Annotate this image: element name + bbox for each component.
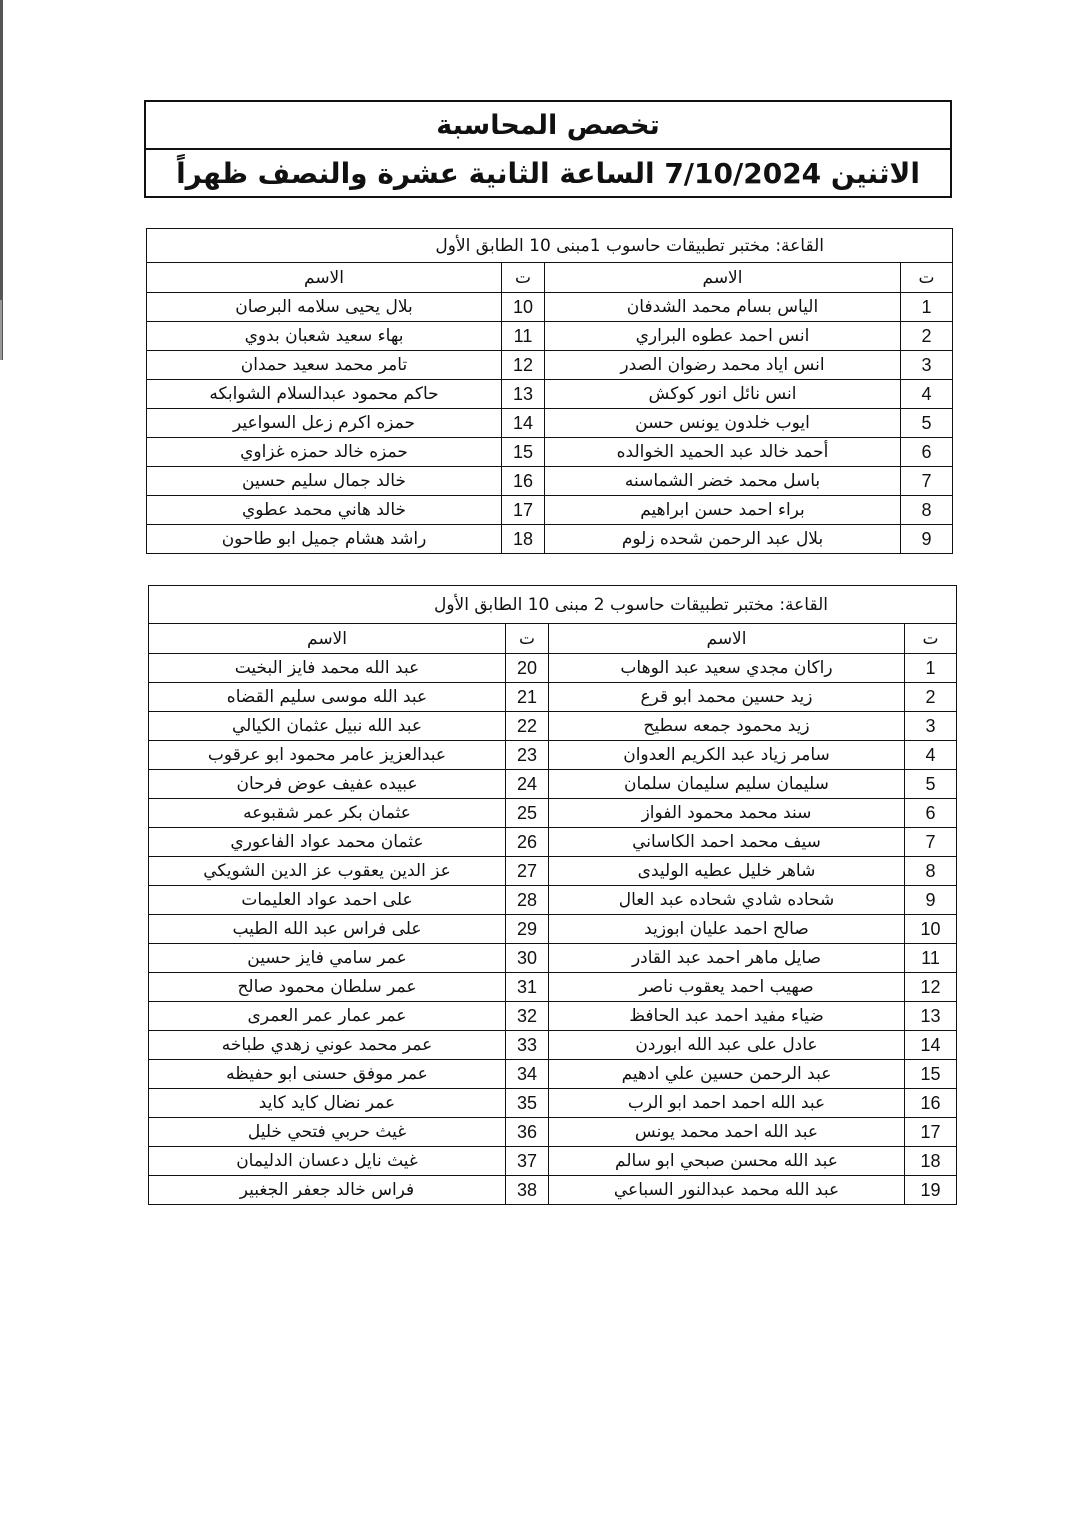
student-name: صهيب احمد يعقوب ناصر [549, 973, 905, 1002]
row-number: 9 [905, 886, 957, 915]
student-name: غيث حربي فتحي خليل [149, 1118, 506, 1147]
table-row [149, 828, 957, 857]
student-name: عبد الله موسى سليم القضاه [149, 683, 506, 712]
student-name: عثمان بكر عمر شقبوعه [149, 799, 506, 828]
table-row [149, 654, 957, 683]
student-name: براء احمد حسن ابراهيم [545, 496, 901, 525]
row-number: 3 [905, 712, 957, 741]
column-header-number: ت [506, 624, 549, 654]
table-header-row [147, 263, 953, 293]
student-name: على فراس عبد الله الطيب [149, 915, 506, 944]
student-name: باسل محمد خضر الشماسنه [545, 467, 901, 496]
table-row [147, 467, 953, 496]
row-number: 34 [506, 1060, 549, 1089]
row-number: 35 [506, 1089, 549, 1118]
student-name: حمزه خالد حمزه غزاوي [147, 438, 502, 467]
row-number: 32 [506, 1002, 549, 1031]
row-number: 38 [506, 1176, 549, 1205]
table-row [149, 1147, 957, 1176]
student-name: عمر موفق حسنى ابو حفيظه [149, 1060, 506, 1089]
student-name: عبد الله محمد عبدالنور السباعي [549, 1176, 905, 1205]
document-title: تخصص المحاسبة [146, 102, 950, 150]
row-number: 21 [506, 683, 549, 712]
table-row [149, 683, 957, 712]
table-row [149, 1031, 957, 1060]
table-row [147, 409, 953, 438]
table-row [149, 1118, 957, 1147]
column-header-name: الاسم [545, 263, 901, 293]
room-title: القاعة: مختبر تطبيقات حاسوب 1مبنى 10 الطابق الأول [147, 229, 953, 263]
student-name: خالد جمال سليم حسين [147, 467, 502, 496]
table-row [149, 886, 957, 915]
student-name: أحمد خالد عبد الحميد الخوالده [545, 438, 901, 467]
student-name: فراس خالد جعفر الجغبير [149, 1176, 506, 1205]
table-row [149, 915, 957, 944]
column-header-number: ت [905, 624, 957, 654]
row-number: 1 [905, 654, 957, 683]
student-name: زيد حسين محمد ابو قرع [549, 683, 905, 712]
student-name: سيف محمد احمد الكاساني [549, 828, 905, 857]
table-row [147, 293, 953, 322]
student-name: الياس بسام محمد الشدفان [545, 293, 901, 322]
student-name: صايل ماهر احمد عبد القادر [549, 944, 905, 973]
student-name: غيث نايل دعسان الدليمان [149, 1147, 506, 1176]
student-name: صالح احمد عليان ابوزيد [549, 915, 905, 944]
row-number: 29 [506, 915, 549, 944]
row-number: 16 [905, 1089, 957, 1118]
column-header-name: الاسم [549, 624, 905, 654]
student-name: انس اياد محمد رضوان الصدر [545, 351, 901, 380]
row-number: 18 [905, 1147, 957, 1176]
table-header-row [149, 624, 957, 654]
row-number: 11 [502, 322, 545, 351]
document-header [144, 100, 952, 198]
student-name: سليمان سليم سليمان سلمان [549, 770, 905, 799]
row-number: 5 [905, 770, 957, 799]
student-name: ضياء مفيد احمد عبد الحافظ [549, 1002, 905, 1031]
table-row [149, 944, 957, 973]
student-name: عمر سلطان محمود صالح [149, 973, 506, 1002]
row-number: 27 [506, 857, 549, 886]
table-row [147, 496, 953, 525]
student-name: سامر زياد عبد الكريم العدوان [549, 741, 905, 770]
table-row [147, 322, 953, 351]
row-number: 1 [901, 293, 953, 322]
row-number: 37 [506, 1147, 549, 1176]
row-number: 11 [905, 944, 957, 973]
row-number: 4 [901, 380, 953, 409]
row-number: 10 [502, 293, 545, 322]
row-number: 14 [905, 1031, 957, 1060]
table-row [149, 1176, 957, 1205]
row-number: 5 [901, 409, 953, 438]
row-number: 31 [506, 973, 549, 1002]
row-number: 3 [901, 351, 953, 380]
room-1-table [146, 228, 953, 554]
row-number: 20 [506, 654, 549, 683]
student-name: حمزه اكرم زعل السواعير [147, 409, 502, 438]
column-header-number: ت [901, 263, 953, 293]
row-number: 19 [905, 1176, 957, 1205]
row-number: 16 [502, 467, 545, 496]
row-number: 36 [506, 1118, 549, 1147]
student-name: راكان مجدي سعيد عبد الوهاب [549, 654, 905, 683]
row-number: 17 [502, 496, 545, 525]
student-name: شاهر خليل عطيه الوليدى [549, 857, 905, 886]
table-row [149, 1060, 957, 1089]
student-name: عبد الله محسن صبحي ابو سالم [549, 1147, 905, 1176]
scan-edge-artifact [0, 300, 2, 360]
table-row [149, 1089, 957, 1118]
student-name: انس نائل انور كوكش [545, 380, 901, 409]
student-name: عمر محمد عوني زهدي طباخه [149, 1031, 506, 1060]
row-number: 13 [905, 1002, 957, 1031]
row-number: 7 [905, 828, 957, 857]
room-title: القاعة: مختبر تطبيقات حاسوب 2 مبنى 10 الطابق الأول [149, 586, 957, 624]
row-number: 14 [502, 409, 545, 438]
student-name: عمر سامي فايز حسين [149, 944, 506, 973]
student-name: عبد الله نبيل عثمان الكيالي [149, 712, 506, 741]
student-name: راشد هشام جميل ابو طاحون [147, 525, 502, 554]
student-name: عثمان محمد عواد الفاعوري [149, 828, 506, 857]
student-name: عبد الله احمد احمد ابو الرب [549, 1089, 905, 1118]
row-number: 6 [901, 438, 953, 467]
row-number: 15 [905, 1060, 957, 1089]
column-header-number: ت [502, 263, 545, 293]
table-row [149, 973, 957, 1002]
exam-schedule: الاثنين 7/10/2024 الساعة الثانية عشرة والنصف ظهراً [176, 156, 920, 190]
row-number: 7 [901, 467, 953, 496]
student-name: عبد الله احمد محمد يونس [549, 1118, 905, 1147]
row-number: 9 [901, 525, 953, 554]
row-number: 26 [506, 828, 549, 857]
student-name: ايوب خلدون يونس حسن [545, 409, 901, 438]
student-name: خالد هاني محمد عطوي [147, 496, 502, 525]
column-header-name: الاسم [149, 624, 506, 654]
row-number: 28 [506, 886, 549, 915]
table-row [149, 712, 957, 741]
student-name: عمر نضال كايد كايد [149, 1089, 506, 1118]
table-row [147, 380, 953, 409]
student-name: بلال يحيى سلامه البرصان [147, 293, 502, 322]
row-number: 18 [502, 525, 545, 554]
row-number: 17 [905, 1118, 957, 1147]
table-row [149, 741, 957, 770]
student-name: زيد محمود جمعه سطيح [549, 712, 905, 741]
student-name: عز الدين يعقوب عز الدين الشويكي [149, 857, 506, 886]
row-number: 25 [506, 799, 549, 828]
row-number: 33 [506, 1031, 549, 1060]
row-number: 24 [506, 770, 549, 799]
row-number: 8 [905, 857, 957, 886]
table-row [149, 857, 957, 886]
table-row [149, 1002, 957, 1031]
student-name: عمر عمار عمر العمرى [149, 1002, 506, 1031]
student-name: تامر محمد سعيد حمدان [147, 351, 502, 380]
room-2-table [148, 585, 957, 1205]
row-number: 12 [905, 973, 957, 1002]
row-number: 6 [905, 799, 957, 828]
row-number: 2 [901, 322, 953, 351]
row-number: 2 [905, 683, 957, 712]
row-number: 15 [502, 438, 545, 467]
student-name: سند محمد محمود الفواز [549, 799, 905, 828]
table-row [147, 351, 953, 380]
row-number: 13 [502, 380, 545, 409]
student-name: شحاده شادي شحاده عبد العال [549, 886, 905, 915]
student-name: بلال عبد الرحمن شحده زلوم [545, 525, 901, 554]
row-number: 22 [506, 712, 549, 741]
table-row [147, 525, 953, 554]
row-number: 4 [905, 741, 957, 770]
student-name: بهاء سعيد شعبان بدوي [147, 322, 502, 351]
row-number: 8 [901, 496, 953, 525]
table-row [149, 770, 957, 799]
row-number: 10 [905, 915, 957, 944]
column-header-name: الاسم [147, 263, 502, 293]
student-name: عبدالعزيز عامر محمود ابو عرقوب [149, 741, 506, 770]
student-name: عادل على عبد الله ابوردن [549, 1031, 905, 1060]
student-name: عبيده عفيف عوض فرحان [149, 770, 506, 799]
student-name: حاكم محمود عبدالسلام الشوابكه [147, 380, 502, 409]
student-name: عبد الرحمن حسين علي ادهيم [549, 1060, 905, 1089]
row-number: 30 [506, 944, 549, 973]
row-number: 12 [502, 351, 545, 380]
table-row [149, 799, 957, 828]
student-name: على احمد عواد العليمات [149, 886, 506, 915]
student-name: انس احمد عطوه البراري [545, 322, 901, 351]
row-number: 23 [506, 741, 549, 770]
table-row [147, 438, 953, 467]
student-name: عبد الله محمد فايز البخيت [149, 654, 506, 683]
